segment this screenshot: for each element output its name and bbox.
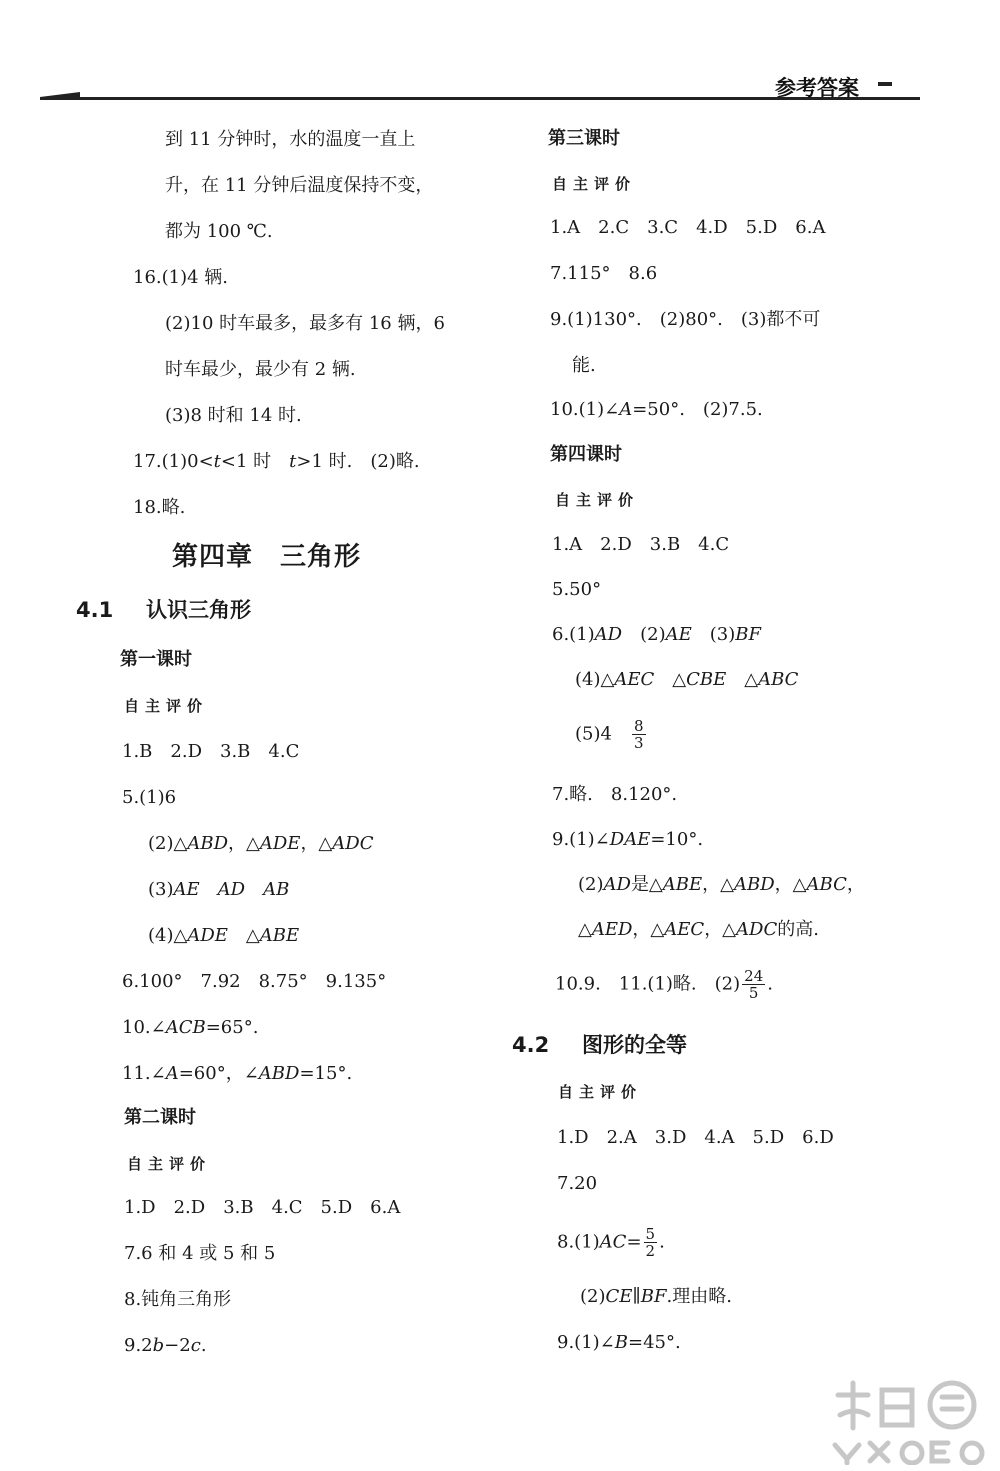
text: 10.∠	[122, 1017, 166, 1038]
answer-line	[557, 1331, 681, 1355]
denominator: 2	[645, 1242, 656, 1260]
page-header-title: 参考答案	[775, 76, 859, 100]
variable: ADE	[187, 925, 228, 946]
answer-line: 1.B 2.D 3.B 4.C	[122, 741, 300, 762]
lesson-heading: 第四课时	[550, 444, 622, 465]
lesson-heading: 第二课时	[124, 1107, 196, 1128]
answer-line: 16.(1)4 辆.	[133, 267, 229, 288]
text: −2	[164, 1335, 191, 1356]
text: △	[578, 919, 592, 940]
section-title: 图形的全等	[582, 1033, 687, 1057]
answer-line	[550, 398, 763, 422]
answer-line	[578, 873, 865, 897]
lesson-heading: 第一课时	[120, 649, 192, 670]
variable: ABE	[259, 925, 300, 946]
answer-line: 1.A 2.C 3.C 4.D 5.D 6.A	[550, 217, 826, 238]
text: (5)4	[575, 723, 612, 745]
text: △	[672, 669, 687, 690]
variable: ADC	[736, 919, 778, 940]
text: 11.∠	[122, 1063, 166, 1084]
chapter-title: 第四章 三角形	[172, 542, 362, 572]
variable: BF	[735, 624, 761, 645]
text: .理由略.	[666, 1286, 732, 1307]
variable: b	[152, 1335, 165, 1356]
variable: B	[614, 1332, 628, 1353]
text: ∥	[632, 1286, 641, 1307]
answer-line	[552, 828, 703, 852]
variable: ADE	[259, 833, 301, 854]
text: 的高.	[777, 919, 819, 940]
answer-line	[122, 1016, 258, 1040]
text: 8.(1)	[557, 1231, 600, 1253]
text: (3)	[709, 624, 736, 645]
answer-line: 5.50°	[552, 579, 602, 600]
answer-line: 都为 100 ℃.	[165, 221, 273, 242]
text: 是△	[630, 874, 663, 895]
variable: AC	[599, 1231, 627, 1253]
eval-heading: 自主评价	[555, 491, 640, 509]
text: ，△	[228, 833, 260, 854]
answer-line: 能.	[572, 355, 596, 376]
variable: ACB	[165, 1017, 206, 1038]
answer-line: 1.D 2.A 3.D 4.A 5.D 6.D	[557, 1127, 834, 1148]
answer-line	[557, 1226, 665, 1259]
eval-heading: 自主评价	[552, 175, 637, 193]
denominator: 3	[633, 734, 644, 752]
text: =	[626, 1231, 642, 1253]
denominator: 5	[748, 984, 759, 1002]
answer-line: 7.115° 8.6	[550, 263, 658, 284]
text: 9.(1)∠	[552, 829, 610, 850]
answer-line	[552, 623, 761, 647]
answer-line: 7.略. 8.120°.	[552, 784, 678, 805]
eval-heading: 自主评价	[124, 697, 209, 715]
text: =60°，∠	[178, 1063, 259, 1084]
answer-line: 到 11 分钟时，水的温度一直上	[165, 129, 416, 150]
numerator: 5	[645, 1225, 656, 1243]
variable: AED	[591, 919, 633, 940]
variable: A	[619, 399, 633, 420]
text: <1 时	[220, 451, 272, 472]
text: (4)△	[575, 669, 615, 690]
variable: ABD	[734, 874, 775, 895]
answer-line: 7.6 和 4 或 5 和 5	[124, 1243, 276, 1264]
variable: AD	[603, 874, 631, 895]
variable: AD	[594, 624, 623, 645]
text: (2)	[580, 1286, 606, 1307]
variable: AE	[665, 624, 692, 645]
answer-line: (2)10 时车最多，最多有 16 辆，6	[165, 313, 445, 334]
header-mark	[878, 82, 892, 86]
variable: ABE	[662, 874, 703, 895]
variable: AE AD AB	[173, 879, 290, 900]
variable: ADC	[332, 833, 374, 854]
section-title: 认识三角形	[146, 598, 251, 622]
answer-line: 1.D 2.D 3.B 4.C 5.D 6.A	[124, 1197, 401, 1218]
answer-line: 18.略.	[133, 497, 186, 518]
variable: AEC	[664, 919, 705, 940]
text: ，△	[704, 919, 737, 940]
numerator: 24	[744, 967, 764, 985]
text: (4)△	[148, 925, 188, 946]
text: ，△	[632, 919, 665, 940]
text: ，△	[774, 874, 807, 895]
variable: ABD	[258, 1063, 300, 1084]
text: 10.9. 11.(1)略. (2)	[555, 973, 741, 995]
answer-line	[575, 668, 798, 692]
section-number: 4.2	[512, 1033, 550, 1057]
section-number: 4.1	[76, 598, 114, 622]
text: 17.(1)0<	[133, 451, 214, 472]
text: =45°.	[628, 1332, 681, 1353]
answer-line: 6.100° 7.92 8.75° 9.135°	[122, 971, 387, 992]
text: ，△	[300, 833, 333, 854]
answer-line: 7.20	[557, 1173, 598, 1194]
answer-line	[148, 832, 373, 856]
text: =65°.	[205, 1017, 259, 1038]
text: 10.(1)∠	[550, 399, 620, 420]
text: (3)	[148, 879, 174, 900]
variable: c	[190, 1335, 201, 1356]
text: △	[744, 669, 759, 690]
variable: A	[165, 1063, 179, 1084]
text: (2)	[640, 624, 666, 645]
text: (2)	[578, 874, 604, 895]
text: =50°. (2)7.5.	[632, 399, 763, 420]
answer-line: 8.钝角三角形	[124, 1289, 232, 1310]
variable: CE	[605, 1286, 633, 1307]
variable: ABD	[187, 833, 229, 854]
variable: t	[213, 451, 221, 472]
variable: BF	[640, 1286, 667, 1307]
answer-line	[148, 924, 299, 948]
numerator: 8	[633, 717, 644, 735]
text: △	[245, 925, 260, 946]
text: 9.2	[124, 1335, 153, 1356]
text: 6.(1)	[552, 624, 595, 645]
answer-line	[555, 968, 773, 1001]
answer-line	[124, 1334, 207, 1358]
answer-line: 1.A 2.D 3.B 4.C	[552, 534, 730, 555]
answer-line: 5.(1)6	[122, 787, 177, 808]
answer-line	[580, 1285, 732, 1309]
variable: ABC	[758, 669, 799, 690]
text: ，	[846, 874, 865, 895]
answer-line: (3)8 时和 14 时.	[165, 405, 302, 426]
text: =10°.	[650, 829, 704, 850]
text: .	[200, 1335, 207, 1356]
variable: CBE	[686, 669, 727, 690]
text: 9.(1)∠	[557, 1332, 615, 1353]
fraction	[632, 718, 646, 751]
variable: t	[289, 451, 297, 472]
answer-line	[578, 918, 819, 942]
text: .	[767, 973, 773, 995]
text: >1 时.	[296, 451, 353, 472]
eval-heading: 自主评价	[127, 1155, 212, 1173]
answer-line	[148, 878, 289, 902]
text: .	[659, 1231, 665, 1253]
watermark-graphic	[830, 1375, 995, 1465]
answer-line	[575, 718, 648, 751]
text: (2)略.	[370, 451, 420, 472]
text: ，△	[702, 874, 734, 895]
answer-line: 升，在 11 分钟后温度保持不变，	[165, 175, 434, 196]
lesson-heading: 第三课时	[548, 128, 620, 149]
answer-line	[133, 450, 420, 474]
text: (2)△	[148, 833, 188, 854]
text: =15°.	[299, 1063, 353, 1084]
answer-line: 时车最少，最少有 2 辆.	[165, 359, 356, 380]
variable: DAE	[609, 829, 651, 850]
fraction	[644, 1226, 658, 1259]
variable: ABC	[806, 874, 847, 895]
fraction	[742, 968, 765, 1001]
answer-line: 9.(1)130°. (2)80°. (3)都不可	[550, 309, 821, 330]
variable: AEC	[614, 669, 655, 690]
eval-heading: 自主评价	[558, 1083, 643, 1101]
answer-line	[122, 1062, 352, 1086]
